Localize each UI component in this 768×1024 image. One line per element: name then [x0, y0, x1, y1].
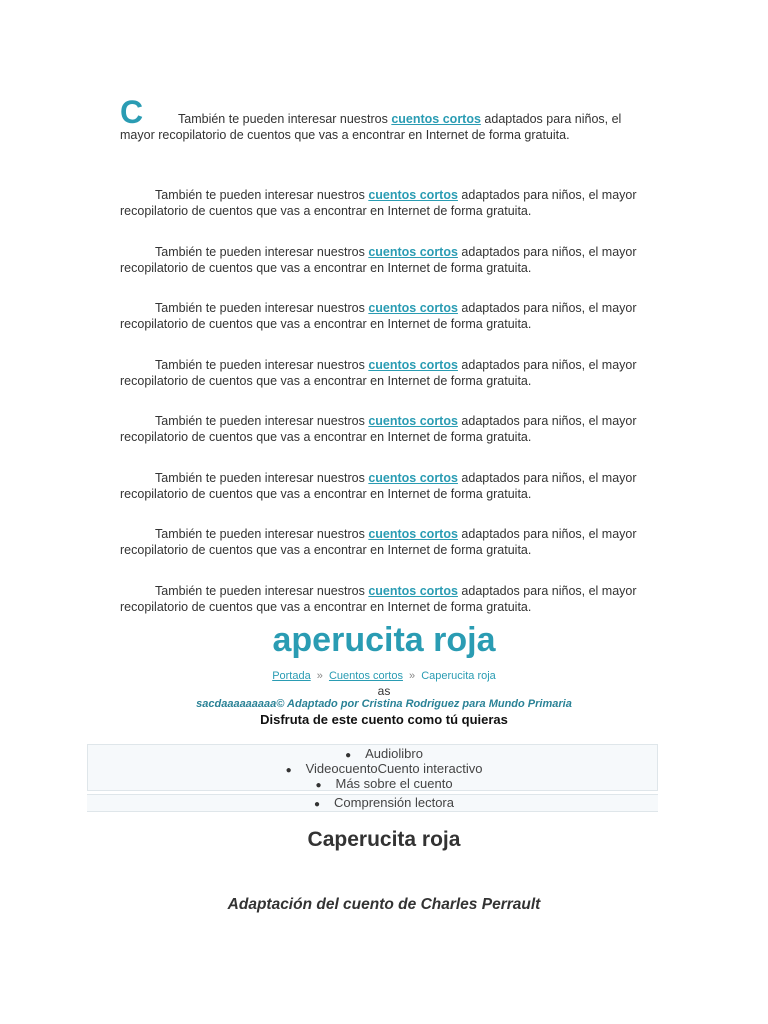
paragraph-text: adaptados para niños, el mayor recopilatorio de cuentos que vas a encontrar en Internet de forma gratuita. — [120, 471, 637, 501]
menu-item-mas-sobre[interactable] — [0, 776, 768, 793]
paragraph-text: adaptados para niños, el mayor recopilatorio de cuentos que vas a encontrar en Internet de forma gratuita. — [120, 245, 637, 275]
menu-item-label: Audiolibro — [365, 746, 423, 761]
breadcrumb-separator: » — [316, 670, 323, 682]
cuentos-cortos-link[interactable]: cuentos cortos — [368, 414, 458, 428]
paragraph-text: También te pueden interesar nuestros — [155, 358, 369, 372]
enjoy-heading: Disfruta de este cuento como tú quieras — [260, 712, 508, 727]
paragraph-text: También te pueden interesar nuestros — [155, 245, 369, 259]
bullet-icon: ● — [345, 750, 352, 761]
story-title: Caperucita roja — [307, 828, 461, 851]
bullet-icon: ● — [314, 799, 321, 810]
cuentos-cortos-link[interactable]: cuentos cortos — [368, 301, 458, 315]
bullet-icon: ● — [285, 765, 292, 776]
cuentos-cortos-link[interactable]: cuentos cortos — [368, 471, 458, 485]
cuentos-cortos-link[interactable]: cuentos cortos — [368, 188, 458, 202]
menu-item-label: Más sobre el cuento — [335, 776, 453, 791]
drop-cap: C — [120, 94, 144, 130]
promo-paragraph — [120, 414, 660, 445]
breadcrumb-category-link[interactable]: Cuentos cortos — [328, 670, 403, 682]
paragraph-text: También te pueden interesar nuestros — [155, 301, 369, 315]
menu-item-comprension[interactable] — [0, 795, 768, 812]
author-credit: sacdaaaaaaaaa© Adaptado por Cristina Rodriguez para Mundo Primaria — [196, 698, 572, 710]
paragraph-text: También te pueden interesar nuestros — [155, 414, 369, 428]
page-title: aperucita roja — [272, 621, 496, 659]
promo-paragraph — [120, 358, 660, 389]
paragraph-text: adaptados para niños, el mayor recopilatorio de cuentos que vas a encontrar en Internet de forma gratuita. — [120, 188, 637, 218]
promo-paragraph — [120, 471, 660, 502]
paragraph-text: adaptados para niños, el mayor recopilatorio de cuentos que vas a encontrar en Internet de forma gratuita. — [120, 301, 637, 331]
promo-paragraph — [120, 188, 660, 219]
story-subtitle: Adaptación del cuento de Charles Perrault — [227, 896, 541, 913]
stray-text: as — [377, 684, 391, 698]
cuentos-cortos-link[interactable]: cuentos cortos — [368, 527, 458, 541]
promo-paragraph — [120, 245, 660, 276]
cuentos-cortos-link[interactable]: cuentos cortos — [368, 358, 458, 372]
breadcrumb — [0, 670, 768, 682]
bullet-icon: ● — [315, 780, 322, 791]
paragraph-text: adaptados para niños, el mayor recopilatorio de cuentos que vas a encontrar en Internet de forma gratuita. — [120, 414, 637, 444]
cuentos-cortos-link[interactable]: cuentos cortos — [368, 245, 458, 259]
paragraph-text: También te pueden interesar nuestros — [155, 188, 369, 202]
paragraph-text: También te pueden interesar nuestros — [155, 584, 369, 598]
menu-item-label: VideocuentoCuento interactivo — [305, 761, 483, 776]
breadcrumb-home-link[interactable]: Portada — [272, 670, 311, 682]
paragraph-text: También te pueden interesar nuestros — [155, 527, 369, 541]
paragraph-text: También te pueden interesar nuestros — [155, 471, 369, 485]
intro-text-after: adaptados para niños, el mayor recopilatorio de cuentos que vas a encontrar en Internet de forma gratuita. — [120, 112, 622, 142]
intro-text-before: También te pueden interesar nuestros — [178, 112, 392, 126]
breadcrumb-separator: » — [409, 670, 416, 682]
cuentos-cortos-link[interactable]: cuentos cortos — [391, 112, 481, 126]
paragraph-text: adaptados para niños, el mayor recopilatorio de cuentos que vas a encontrar en Internet de forma gratuita. — [120, 527, 637, 557]
paragraph-text: adaptados para niños, el mayor recopilatorio de cuentos que vas a encontrar en Internet de forma gratuita. — [120, 584, 637, 614]
cuentos-cortos-link[interactable]: cuentos cortos — [368, 584, 458, 598]
menu-item-label: Comprensión lectora — [334, 795, 454, 810]
breadcrumb-current: Caperucita roja — [421, 670, 496, 682]
promo-paragraph — [120, 584, 660, 615]
intro-paragraph — [120, 94, 640, 143]
promo-paragraph — [120, 527, 660, 558]
paragraph-text: adaptados para niños, el mayor recopilatorio de cuentos que vas a encontrar en Internet de forma gratuita. — [120, 358, 637, 388]
promo-paragraph — [120, 301, 660, 332]
